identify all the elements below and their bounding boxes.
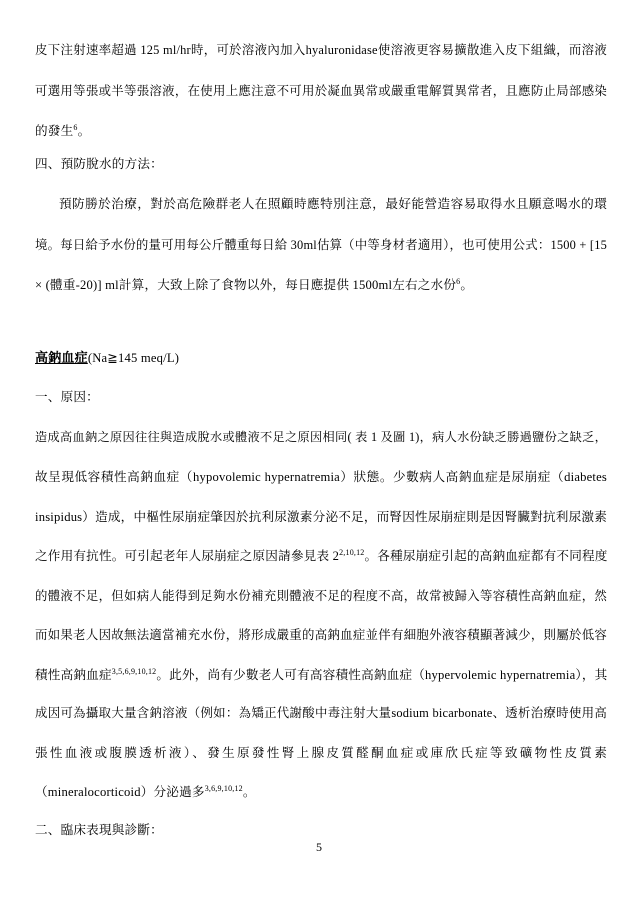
line-text: 。此外，尚有少數老人可有高容積性高鈉血症（hypervolemic hypernatremia），其 <box>156 668 608 682</box>
paragraph-line-9: insipidus）造成，中樞性尿崩症肇因於抗利尿激素分泌不足，而腎因性尿崩症則是因腎臟對抗利尿激素 <box>35 510 607 524</box>
title-range: (Na≧145 meq/L) <box>87 351 180 365</box>
paragraph-line-7: 造成高血鈉之原因往往與造成脫水或體液不足之原因相同( 表 1 及圖 1)，病人水份缺乏勝過鹽份之缺乏， <box>35 430 607 444</box>
line-text: 。 <box>242 785 256 799</box>
paragraph-line-5: 境。每日給予水份的量可用每公斤體重每日給 30ml估算（中等身材者適用），也可使用公式：1500 + [15 <box>35 238 607 252</box>
subheading-clinical: 二、臨床表現與診斷： <box>35 823 163 837</box>
page-number: 5 <box>316 840 322 854</box>
paragraph-line-8: 故呈現低容積性高鈉血症（hypovolemic hypernatremia）狀態。少數病人高鈉血症是尿崩症（diabetes <box>35 470 607 484</box>
paragraph-line-12: 而如果老人因故無法適當補充水份，將形成嚴重的高鈉血症並伴有細胞外液容積顯著減少，則屬於低容 <box>35 628 607 642</box>
line-text: （mineralocorticoid）分泌過多 <box>35 785 205 799</box>
citation-superscript: 6 <box>73 123 78 132</box>
section-heading-prevention: 四、預防脫水的方法： <box>35 157 163 171</box>
citation-superscript: 3,6,9,10,12 <box>204 784 243 793</box>
citation-superscript: 3,5,6,9,10,12 <box>111 667 157 676</box>
paragraph-line-16 <box>35 784 607 800</box>
subheading-causes: 一、原因： <box>35 390 99 404</box>
paragraph-line-4: 預防勝於治療，對於高危險群老人在照顧時應特別注意，最好能營造容易取得水且願意喝水的環 <box>59 197 607 211</box>
paragraph-line-11: 的體液不足，但如病人能得到足夠水份補充則體液不足的程度不高，故常被歸入等容積性高鈉血症，然 <box>35 589 607 603</box>
line-text: 。 <box>460 278 474 292</box>
line-text: 的發生 <box>35 124 74 138</box>
line-text: 之作用有抗性。可引起老年人尿崩症之原因請參見表 2 <box>35 549 340 563</box>
citation-superscript: 6 <box>456 277 461 286</box>
paragraph-line-2: 可選用等張或半等張溶液，在使用上應注意不可用於凝血異常或嚴重電解質異常者，且應防止局部感染 <box>35 84 607 98</box>
line-text: × (體重-20)] ml計算，大致上除了食物以外，每日應提供 1500ml左右之水份 <box>35 278 457 292</box>
title-hypernatremia: 高鈉血症 <box>35 350 88 365</box>
paragraph-line-6 <box>35 277 607 293</box>
paragraph-line-1: 皮下注射速率超過 125 ml/hr時，可於溶液內加入hyaluronidase使溶液更容易擴散進入皮下組織，而溶液 <box>35 43 607 57</box>
section-title-hypernatremia <box>35 350 607 366</box>
paragraph-line-15: 張性血液或腹膜透析液）、發生原發性腎上腺皮質醛酮血症或庫欣氏症等致礦物性皮質素 <box>35 746 607 760</box>
line-text: 。各種尿崩症引起的高鈉血症都有不同程度 <box>364 549 608 563</box>
citation-superscript: 2,10,12 <box>339 548 365 557</box>
line-text: 積性高鈉血症 <box>35 668 112 682</box>
paragraph-line-13 <box>35 667 607 683</box>
paragraph-line-3 <box>35 123 607 139</box>
line-text: 。 <box>77 124 91 138</box>
paragraph-line-14: 成因可為攝取大量含鈉溶液（例如：為矯正代謝酸中毒注射大量sodium bicarbonate、透析治療時使用高 <box>35 706 607 720</box>
paragraph-line-10 <box>35 548 607 564</box>
